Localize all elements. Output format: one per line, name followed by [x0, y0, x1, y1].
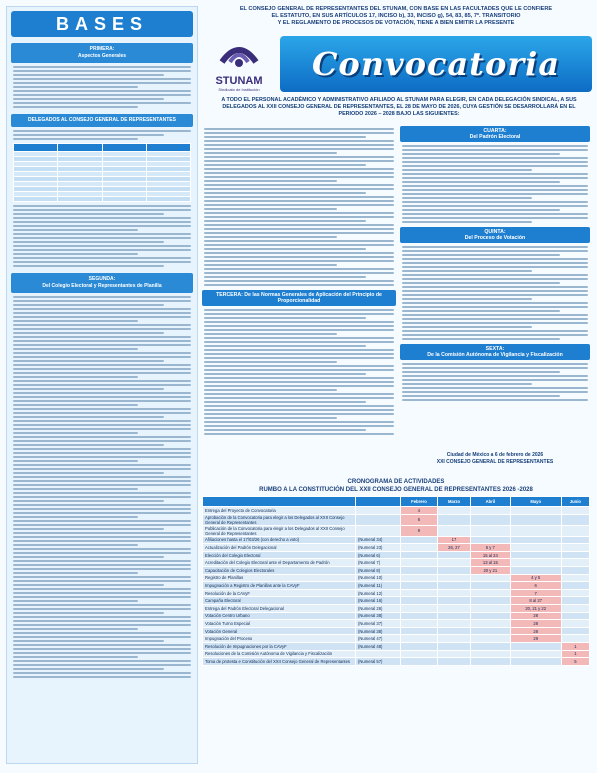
- abr-cell: [471, 507, 511, 515]
- cuarta-text-block: [402, 145, 588, 223]
- abr-cell: [471, 612, 511, 620]
- may-cell: [510, 514, 561, 525]
- jun-cell: [561, 551, 589, 559]
- right-column: [400, 126, 590, 442]
- header-line-2: EL ESTATUTO, EN SUS ARTÍCULOS 17, INCISO b), 33, INCISO g), 54, 83, 85, 7º. TRANSITORIO: [271, 13, 521, 19]
- mar-cell: 17: [437, 536, 470, 544]
- cronograma-row: [203, 544, 590, 552]
- activity-cell: Resolución de Impugnaciones por la CAVyF: [203, 642, 356, 650]
- col-header-abr: Abril: [471, 497, 511, 507]
- cronograma-row: [203, 642, 590, 650]
- may-cell: [510, 566, 561, 574]
- middle-text-block-1: [204, 128, 394, 286]
- may-cell: 4 y 5: [510, 574, 561, 582]
- jun-cell: [561, 635, 589, 643]
- jun-cell: [561, 566, 589, 574]
- cronograma-row: [203, 507, 590, 515]
- bases-title: BASES: [11, 11, 193, 37]
- header-line-1: EL CONSEJO GENERAL DE REPRESENTANTES DEL STUNAM, CON BASE EN LAS FACULTADES QUE LE CONFIERE: [239, 6, 553, 12]
- activity-cell: Capacitación de Colegios Electorales: [203, 566, 356, 574]
- cronograma-row: [203, 525, 590, 536]
- jun-cell: [561, 612, 589, 620]
- reference-cell: (Numeral 57): [356, 658, 401, 666]
- feb-cell: [401, 589, 438, 597]
- abr-cell: [471, 620, 511, 628]
- feb-cell: 9: [401, 525, 438, 536]
- activity-cell: Acreditación del Colegio Electoral ante el Departamento de Padrón: [203, 559, 356, 567]
- signature-place-date: Ciudad de México a 6 de febrero de 2026: [446, 452, 544, 458]
- abr-cell: [471, 658, 511, 666]
- mar-cell: [437, 551, 470, 559]
- feb-cell: [401, 627, 438, 635]
- may-cell: [510, 507, 561, 515]
- mar-cell: [437, 514, 470, 525]
- activity-cell: Impugnación a Registro de Planillas ante la CAVyF: [203, 582, 356, 590]
- feb-cell: [401, 559, 438, 567]
- feb-cell: [401, 582, 438, 590]
- cronograma-row: [203, 551, 590, 559]
- intro-text: A TODO EL PERSONAL ACADÉMICO Y ADMINISTRATIVO AFILIADO AL STUNAM PARA ELEGIR, EN CADA DELEGACIÓN SINDICAL, A SUS DELEGADOS AL XXII CONSEJO GENERAL DE REPRESENTANTES, EL 28 DE MAYO DE 2026, CUYA GESTIÓN SE DESARROLLARÁ EN EL PERIODO 2026 – 2028 BAJO LAS SIGUIENTES:: [221, 97, 577, 117]
- mar-cell: [437, 582, 470, 590]
- mar-cell: [437, 658, 470, 666]
- delegados-heading: DELEGADOS AL CONSEJO GENERAL DE REPRESENTANTES: [11, 114, 193, 127]
- may-cell: [510, 658, 561, 666]
- jun-cell: [561, 525, 589, 536]
- jun-cell: [561, 582, 589, 590]
- jun-cell: [561, 507, 589, 515]
- may-cell: [510, 551, 561, 559]
- cronograma-row: [203, 650, 590, 658]
- activity-cell: Toma de protesta e Constitución del XXII Consejo General de Representantes: [203, 658, 356, 666]
- reference-cell: (Numeral 16): [356, 597, 401, 605]
- abr-cell: [471, 514, 511, 525]
- tercera-text-block: [204, 309, 394, 435]
- jun-cell: 1: [561, 642, 589, 650]
- delegados-note: [13, 130, 191, 140]
- abr-cell: [471, 635, 511, 643]
- jun-cell: [561, 536, 589, 544]
- signature-block: [400, 452, 590, 466]
- abr-cell: [471, 642, 511, 650]
- feb-cell: [401, 566, 438, 574]
- may-cell: 28: [510, 612, 561, 620]
- cronograma-row: [203, 612, 590, 620]
- cronograma-row: [203, 604, 590, 612]
- mar-cell: [437, 612, 470, 620]
- col-header-mar: Marzo: [437, 497, 470, 507]
- jun-cell: [561, 574, 589, 582]
- reference-cell: (Numeral 6): [356, 551, 401, 559]
- cronograma-title-line-1: CRONOGRAMA DE ACTIVIDADES: [347, 479, 445, 485]
- mar-cell: [437, 574, 470, 582]
- reference-cell: [356, 514, 401, 525]
- activity-cell: Resoluciones de la Comisión Autónoma de Vigilancia y Fiscalización: [203, 650, 356, 658]
- feb-cell: 4: [401, 507, 438, 515]
- jun-cell: [561, 514, 589, 525]
- abr-cell: [471, 650, 511, 658]
- logo-subtitle: Sindicato de Institución: [218, 87, 260, 92]
- header-line-3: Y EL REGLAMENTO DE PROCESOS DE VOTACIÓN, TIENE A BIEN EMITIR LA PRESENTE: [277, 20, 515, 26]
- reference-cell: (Numeral 47): [356, 635, 401, 643]
- feb-cell: [401, 544, 438, 552]
- abr-cell: [471, 589, 511, 597]
- may-cell: [510, 525, 561, 536]
- activity-cell: Campaña Electoral: [203, 597, 356, 605]
- feb-cell: [401, 658, 438, 666]
- feb-cell: [401, 612, 438, 620]
- may-cell: [510, 544, 561, 552]
- may-cell: [510, 650, 561, 658]
- section-sexta-heading: SEXTA: De la Comisión Autónoma de Vigilancia y Fiscalización: [400, 344, 590, 360]
- col-header-may: Mayo: [510, 497, 561, 507]
- mar-cell: [437, 566, 470, 574]
- feb-cell: [401, 635, 438, 643]
- feb-cell: 6: [401, 514, 438, 525]
- jun-cell: [561, 604, 589, 612]
- mar-cell: [437, 507, 470, 515]
- activity-cell: Entrega del Proyecto de Convocatoria: [203, 507, 356, 515]
- section-primera-heading: PRIMERA: Aspectos Generales: [11, 43, 193, 63]
- col-header-jun: Junio: [561, 497, 589, 507]
- cronograma-row: [203, 635, 590, 643]
- abr-cell: [471, 525, 511, 536]
- feb-cell: [401, 551, 438, 559]
- reference-cell: (Numeral 34): [356, 536, 401, 544]
- jun-cell: [561, 559, 589, 567]
- may-cell: 29: [510, 635, 561, 643]
- mar-cell: [437, 620, 470, 628]
- stunam-logo: [202, 36, 276, 94]
- mar-cell: [437, 642, 470, 650]
- mar-cell: [437, 559, 470, 567]
- sexta-text-block: [402, 363, 588, 401]
- bases-column: [6, 6, 198, 764]
- abr-cell: 6 y 7: [471, 544, 511, 552]
- reference-cell: (Numeral 7): [356, 559, 401, 567]
- reference-cell: (Numeral 26): [356, 604, 401, 612]
- col-header-feb: Febrero: [401, 497, 438, 507]
- jun-cell: [561, 544, 589, 552]
- cronograma-row: [203, 620, 590, 628]
- feb-cell: [401, 597, 438, 605]
- activity-cell: Actualización del Padrón Delegacional: [203, 544, 356, 552]
- cronograma-row: [203, 536, 590, 544]
- section-segunda-heading: SEGUNDA: Del Colegio Electoral y Representantes de Planilla: [11, 273, 193, 293]
- abr-cell: 15 al 24: [471, 551, 511, 559]
- jun-cell: [561, 589, 589, 597]
- mar-cell: [437, 597, 470, 605]
- reference-cell: (Numeral 23): [356, 544, 401, 552]
- section-cuarta-heading: CUARTA: Del Padrón Electoral: [400, 126, 590, 142]
- feb-cell: [401, 650, 438, 658]
- feb-cell: [401, 642, 438, 650]
- reference-cell: (Numeral 11): [356, 582, 401, 590]
- reference-cell: (Numeral 8): [356, 566, 401, 574]
- cronograma-row: [203, 559, 590, 567]
- activity-cell: Votación General: [203, 627, 356, 635]
- primera-text-block: [13, 66, 191, 108]
- col-header-ref: [356, 497, 401, 507]
- abr-cell: [471, 597, 511, 605]
- mar-cell: [437, 650, 470, 658]
- may-cell: 20, 21 y 22: [510, 604, 561, 612]
- may-cell: 8 al 27: [510, 597, 561, 605]
- may-cell: [510, 536, 561, 544]
- logo-name: STUNAM: [215, 75, 263, 87]
- cronograma-row: [203, 514, 590, 525]
- mar-cell: [437, 604, 470, 612]
- abr-cell: [471, 582, 511, 590]
- mar-cell: [437, 525, 470, 536]
- convocation-header: [202, 6, 590, 27]
- feb-cell: [401, 620, 438, 628]
- activity-cell: Registro de Planillas: [203, 574, 356, 582]
- abr-cell: 20 y 21: [471, 566, 511, 574]
- activity-cell: Elección del Colegio Electoral: [203, 551, 356, 559]
- reference-cell: [356, 525, 401, 536]
- cronograma-header-row: [203, 497, 590, 507]
- cronograma-title: [202, 478, 590, 494]
- reference-cell: [356, 507, 401, 515]
- reference-cell: [356, 650, 401, 658]
- section-quinta-heading: QUINTA: Del Proceso de Votación: [400, 227, 590, 243]
- cronograma-row: [203, 589, 590, 597]
- stunam-logo-icon: [214, 36, 264, 70]
- col-header-activity: [203, 497, 356, 507]
- quinta-text-block: [402, 246, 588, 340]
- may-cell: [510, 559, 561, 567]
- activity-cell: Votación Turno Especial: [203, 620, 356, 628]
- cronograma-row: [203, 597, 590, 605]
- section-tercera-heading: TERCERA: De las Normas Generales de Aplicación del Principio de Proporcionalidad: [202, 290, 396, 306]
- abr-cell: [471, 604, 511, 612]
- activity-cell: Impugnación del Proceso: [203, 635, 356, 643]
- mar-cell: 26, 27: [437, 544, 470, 552]
- abr-cell: [471, 574, 511, 582]
- cronograma-title-line-2: RUMBO A LA CONSTITUCIÓN DEL XXII CONSEJO GENERAL DE REPRESENTANTES 2026 -2028: [259, 487, 533, 493]
- feb-cell: [401, 574, 438, 582]
- reference-cell: (Numeral 37): [356, 620, 401, 628]
- mar-cell: [437, 627, 470, 635]
- cronograma-row: [203, 582, 590, 590]
- feb-cell: [401, 536, 438, 544]
- primera-continued-text: [13, 205, 191, 267]
- jun-cell: [561, 627, 589, 635]
- feb-cell: [401, 604, 438, 612]
- reference-cell: (Numeral 12): [356, 589, 401, 597]
- activity-cell: Entrega del Padrón Electoral Delegacional: [203, 604, 356, 612]
- may-cell: 6: [510, 582, 561, 590]
- cronograma-row: [203, 627, 590, 635]
- cronograma-row: [203, 574, 590, 582]
- cronograma-row: [203, 566, 590, 574]
- cronograma-table: [202, 496, 590, 666]
- activity-cell: Votación Centro Urbano: [203, 612, 356, 620]
- reference-cell: (Numeral 38): [356, 612, 401, 620]
- reference-cell: (Numeral 38): [356, 627, 401, 635]
- may-cell: [510, 642, 561, 650]
- segunda-text-block: [13, 296, 191, 678]
- cronograma-row: [203, 658, 590, 666]
- delegates-proportion-table: [13, 143, 191, 202]
- activity-cell: Aprobación de la Convocatoria para elegir a los Delegados al XXII Consejo General de Representantes: [203, 514, 356, 525]
- reference-cell: (Numeral 10): [356, 574, 401, 582]
- activity-cell: Afiliaciones hasta el 17/03/26 (con derecho a voto): [203, 536, 356, 544]
- jun-cell: 1: [561, 650, 589, 658]
- abr-cell: 13 al 15: [471, 559, 511, 567]
- reference-cell: (Numeral 48): [356, 642, 401, 650]
- jun-cell: [561, 620, 589, 628]
- mar-cell: [437, 589, 470, 597]
- abr-cell: [471, 536, 511, 544]
- may-cell: 7: [510, 589, 561, 597]
- middle-column: [202, 126, 396, 442]
- jun-cell: [561, 597, 589, 605]
- jun-cell: 5: [561, 658, 589, 666]
- may-cell: 28: [510, 627, 561, 635]
- abr-cell: [471, 627, 511, 635]
- mar-cell: [437, 635, 470, 643]
- convocatoria-banner: Convocatoria: [280, 36, 592, 92]
- may-cell: 28: [510, 620, 561, 628]
- activity-cell: Resolución de la CAVyF: [203, 589, 356, 597]
- activity-cell: Publicación de la Convocatoria para elegir a los Delegados al XXII Consejo General de Representantes: [203, 525, 356, 536]
- signature-body: XXI CONSEJO GENERAL DE REPRESENTANTES: [436, 459, 554, 465]
